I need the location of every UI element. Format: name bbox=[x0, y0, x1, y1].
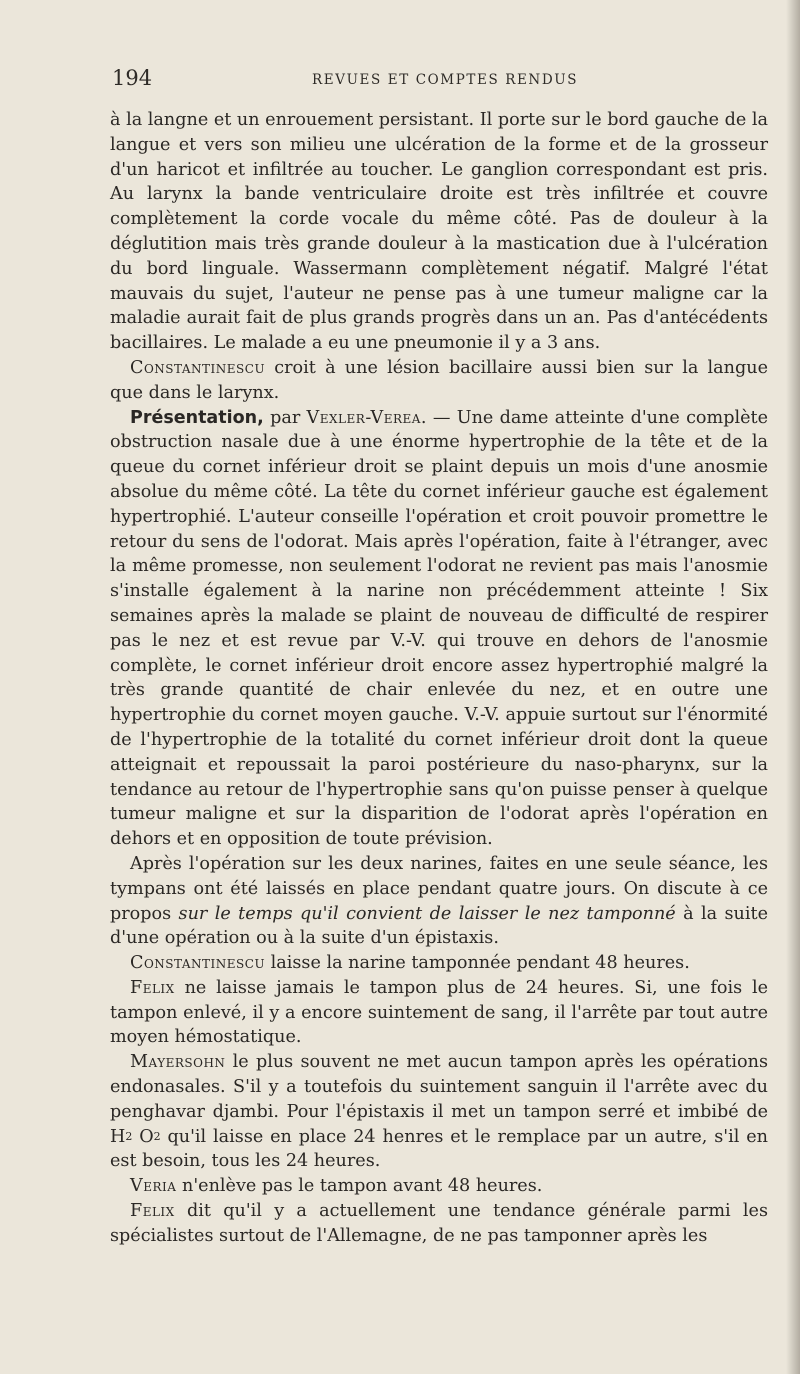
author-name: Constantinescu bbox=[130, 953, 266, 974]
author-name: Felix bbox=[130, 1201, 175, 1222]
italic-phrase: sur le temps qu'il convient de laisser le nez tamponné bbox=[178, 903, 676, 924]
author-name: Constantinescu bbox=[130, 357, 266, 378]
page-header bbox=[112, 66, 772, 96]
paragraph-5: Constantinescu laisse la narine tamponnée pendant 48 heures. bbox=[130, 953, 690, 974]
paragraph-4: Après l'opération sur les deux narines, faites en une seule séance, les tympans ont été laissés en place pendant quatre jours. On discute à ce propos sur le temps qu'il convient de laisser le nez tamponné à la suite d'une opération ou à la suite d'un épistaxis. bbox=[110, 853, 768, 949]
paragraph-2: Constantinescu croit à une lésion bacillaire aussi bien sur la langue que dans le larynx. bbox=[110, 357, 768, 403]
author-name: Veria bbox=[130, 1176, 177, 1197]
paragraph-7: Mayersohn le plus souvent ne met aucun tampon après les opérations endonasales. S'il y a toutefois du suintement sanguin il l'arrête avec du penghavar djambi. Pour l'épistaxis il met un tampon serré et imbibé de $H^2$ $O^2$ qu'il laisse en place 24 henres et le remplace par un autre, s'il en est besoin, tous les 24 heures. bbox=[110, 1052, 768, 1172]
paragraph-9: Felix dit qu'il y a actuellement une tendance générale parmi les spécialistes surtout de l'Allemagne, de ne pas tamponner après les bbox=[110, 1201, 768, 1246]
section-heading: Présentation, bbox=[130, 407, 264, 428]
page-edge-shadow bbox=[786, 0, 800, 1374]
author-name: Felix bbox=[130, 977, 175, 998]
paragraph-1: à la langne et un enrouement persistant. Il porte sur le bord gauche de la langue et vers son milieu une ulcération de la forme et de la grosseur d'un haricot et infiltrée au toucher. Le ganglion correspondant est pris. Au larynx la bande ventriculaire droite est très infiltrée et couvre complètement la corde vocale du même côté. Pas de douleur à la déglutition mais très grande douleur à la mastication due à l'ulcération du bord linguale. Wassermann complètement négatif. Malgré l'état mauvais du sujet, l'auteur ne pense pas à une tumeur maligne car la maladie aurait fait de plus grands progrès dans un an. Pas d'antécédents bacillaires. Le malade a eu une pneumonie il y a 3 ans. bbox=[110, 110, 768, 354]
author-name: Vexler-Verea bbox=[306, 407, 421, 428]
running-head: REVUES ET COMPTES RENDUS bbox=[312, 72, 579, 88]
paragraph-8: Veria n'enlève pas le tampon avant 48 heures. bbox=[130, 1176, 543, 1197]
paragraph-presentation: Présentation, par Vexler-Verea. — Une dame atteinte d'une complète obstruction nasale due à une énorme hypertrophie de la tête et de la queue du cornet inférieur droit se plaint depuis un mois d'une anosmie absolue du même côté. La tête du cornet inférieur gauche est également hypertrophié. L'auteur conseille l'opération et croit pouvoir promettre le retour du sens de l'odorat. Mais après l'opération, faite à l'étranger, avec la même promesse, non seulement l'odorat ne revient pas mais l'anosmie s'installe également à la narine non précédemment atteinte ! Six semaines après la malade se plaint de nouveau de difficulté de respirer pas le nez et est revue par V.-V. qui trouve en dehors de l'anosmie complète, le cornet inférieur droit encore assez hypertrophié malgré la très grande quantité de chair enlevée du nez, et en outre une hypertrophie du cornet moyen gauche. V.-V. appuie surtout sur l'énormité de l'hypertrophie de la totalité du cornet inférieur droit dont la queue atteignait et repoussait la paroi postérieure du naso-pharynx, sur la tendance au retour de l'hypertrophie sans qu'on puisse penser à quelque tumeur maligne et sur la disparition de l'odorat après l'opération en dehors et en opposition de toute prévision. bbox=[110, 407, 768, 850]
page-number: 194 bbox=[112, 66, 153, 90]
paragraph-6: Felix ne laisse jamais le tampon plus de 24 heures. Si, une fois le tampon enlevé, il y a encore suintement de sang, il l'arrête par tout autre moyen hémostatique. bbox=[110, 977, 768, 1048]
author-name: Mayersohn bbox=[130, 1052, 226, 1073]
body-text bbox=[110, 108, 768, 1249]
